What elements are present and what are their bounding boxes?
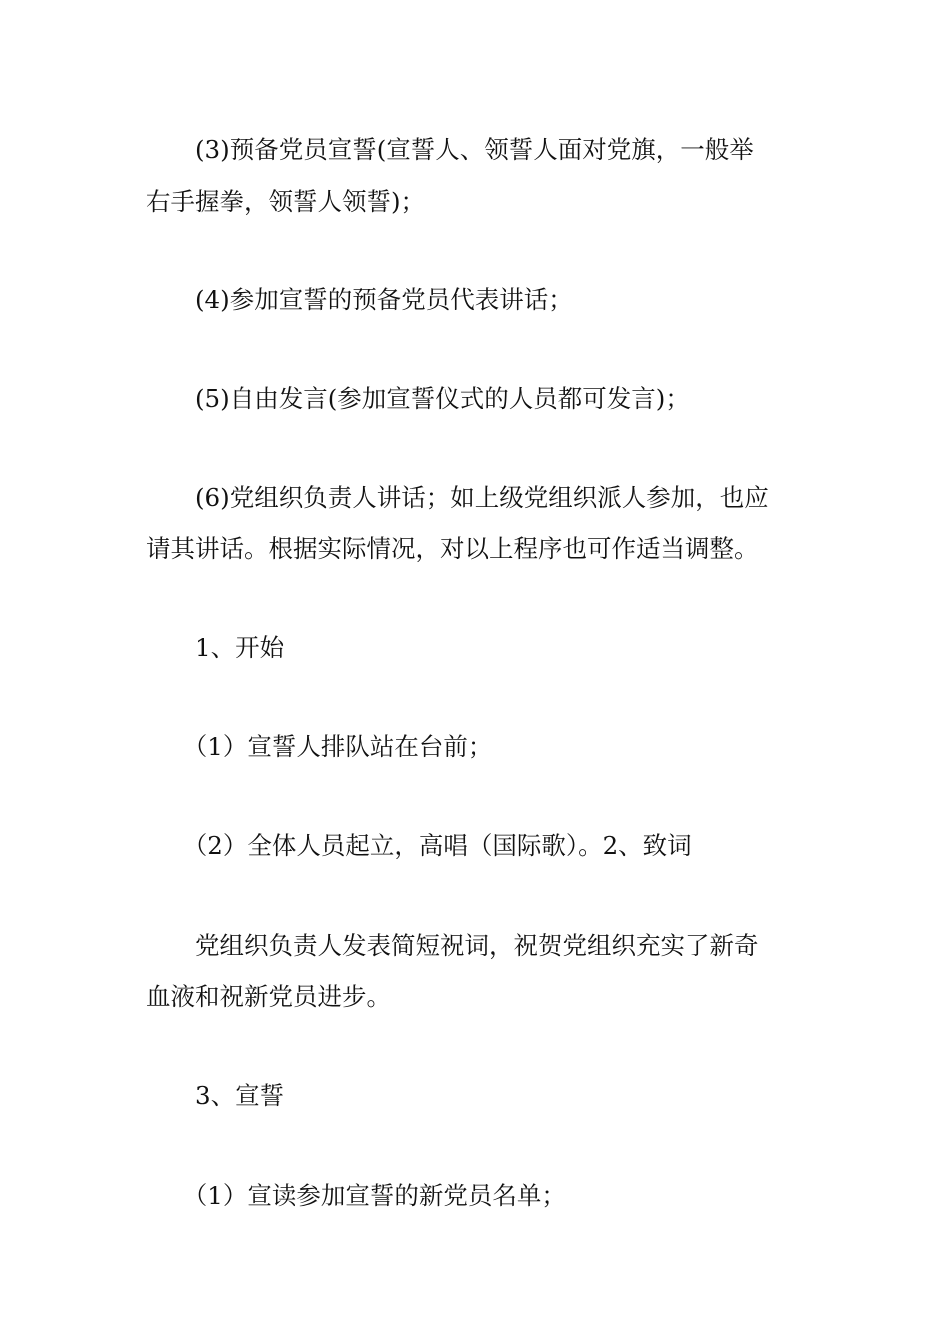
paragraph-3-line-1: (3)预备党员宣誓(宣誓人、领誓人面对党旗，一般举 bbox=[146, 135, 754, 164]
paragraph-4: (4)参加宣誓的预备党员代表讲话； bbox=[146, 285, 573, 314]
paragraph-6-line-2: 请其讲话。根据实际情况，对以上程序也可作适当调整。 bbox=[146, 534, 759, 563]
heading-start: 1、开始 bbox=[146, 633, 285, 662]
paragraph-3-line-2: 右手握拳，领誓人领誓)； bbox=[146, 187, 426, 216]
greeting-line-2: 血液和祝新党员进步。 bbox=[146, 982, 391, 1011]
paragraph-6-line-1: (6)党组织负责人讲话；如上级党组织派人参加，也应 bbox=[146, 483, 769, 512]
step-1-1: （1）宣誓人排队站在台前； bbox=[146, 732, 493, 761]
step-1-2: （2）全体人员起立，高唱（国际歌）。2、致词 bbox=[146, 831, 692, 860]
greeting-line-1: 党组织负责人发表简短祝词，祝贺党组织充实了新奇 bbox=[146, 931, 759, 960]
paragraph-5: (5)自由发言(参加宣誓仪式的人员都可发言)； bbox=[146, 384, 690, 413]
heading-oath: 3、宣誓 bbox=[146, 1081, 285, 1110]
step-3-1: （1）宣读参加宣誓的新党员名单； bbox=[146, 1181, 566, 1210]
